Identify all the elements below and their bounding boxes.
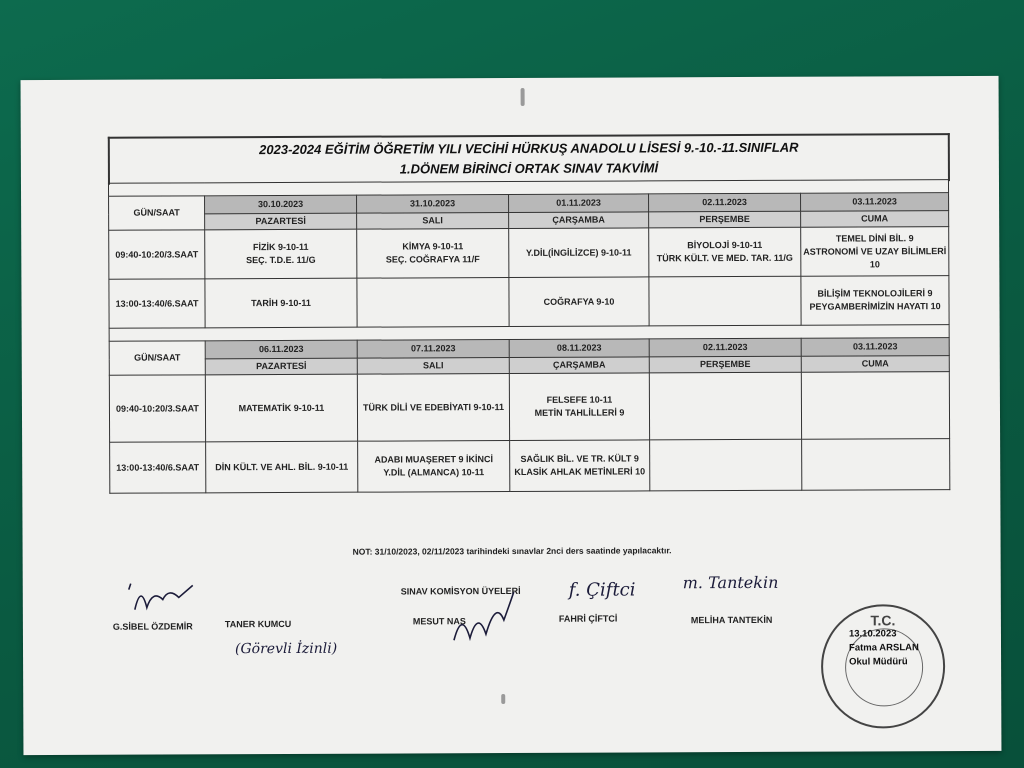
time-cell: 13:00-13:40/6.SAAT <box>109 279 205 328</box>
slot-row <box>109 227 949 280</box>
exam-line: SEÇ. T.D.E. 11/G <box>246 254 316 266</box>
date-cell: 01.11.2023 <box>509 194 649 213</box>
time-cell: 09:40-10:20/3.SAAT <box>109 375 205 442</box>
member-name: MELİHA TANTEKİN <box>690 614 773 626</box>
exam-cell <box>801 372 949 440</box>
exam-line: DİN KÜLT. VE AHL. BİL. 9-10-11 <box>215 461 349 472</box>
exam-line: ASTRONOMİ VE UZAY BİLİMLERİ <box>803 245 947 257</box>
exam-line: ADABI MUAŞERET 9 İKİNCİ <box>374 454 493 465</box>
exam-line: FİZİK 9-10-11 <box>252 241 309 253</box>
signature-ozdemir <box>123 579 203 619</box>
exam-cell <box>205 229 357 279</box>
day-cell: CUMA <box>801 356 949 373</box>
slot-row <box>109 276 949 329</box>
day-cell: ÇARŞAMBA <box>509 357 649 374</box>
signature-tantekin: m. Tantekin <box>682 572 779 593</box>
exam-line: TÜRK DİLİ VE EDEBİYATI 9-10-11 <box>362 401 504 413</box>
exam-line: MATEMATİK 9-10-11 <box>238 402 325 413</box>
day-cell: CUMA <box>801 211 949 228</box>
row-header: GÜN/SAAT <box>109 341 205 375</box>
exam-line: 10 <box>869 258 880 269</box>
date-cell: 02.11.2023 <box>649 338 801 357</box>
exam-cell <box>649 372 801 440</box>
exam-line: METİN TAHLİLLERİ 9 <box>534 407 625 418</box>
exam-cell <box>509 373 649 441</box>
title-line-2: 1.DÖNEM BİRİNCİ ORTAK SINAV TAKVİMİ <box>399 160 659 177</box>
committee-heading: SINAV KOMİSYON ÜYELERİ <box>400 585 521 597</box>
exam-line: Y.DİL(İNGİLİZCE) 9-10-11 <box>526 246 632 258</box>
day-cell: PAZARTESİ <box>205 358 357 375</box>
date-cell: 30.10.2023 <box>205 195 357 214</box>
handwritten-note: (Görevli İzinli) <box>234 640 338 658</box>
day-cell: SALI <box>357 358 509 375</box>
day-cell: SALI <box>357 213 509 230</box>
exam-line: KLASİK AHLAK METİNLERİ 10 <box>514 466 646 477</box>
exam-cell <box>802 439 950 491</box>
exam-line: SEÇ. COĞRAFYA 11/F <box>385 254 480 265</box>
signature-nas <box>448 590 528 650</box>
signature-ciftci: f. Çiftci <box>568 579 636 601</box>
school-stamp <box>821 604 946 729</box>
exam-cell <box>801 227 949 277</box>
exam-cell <box>357 278 509 328</box>
exam-line: FELSEFE 10-11 <box>546 394 613 405</box>
slot-row <box>109 372 949 443</box>
exam-cell <box>509 277 649 327</box>
date-cell: 06.11.2023 <box>205 340 357 359</box>
exam-cell <box>357 374 509 442</box>
exam-cell <box>801 276 949 326</box>
stamp-tc: T.C. <box>870 612 896 629</box>
exam-line: Y.DİL (ALMANCA) 10-11 <box>383 467 485 478</box>
date-cell: 07.11.2023 <box>357 340 509 359</box>
pin <box>501 694 505 704</box>
exam-cell <box>357 229 509 279</box>
pin <box>521 88 525 106</box>
exam-schedule-paper <box>21 76 1002 755</box>
day-cell: PERŞEMBE <box>649 356 801 373</box>
exam-line: COĞRAFYA 9-10 <box>543 296 615 307</box>
time-cell: 13:00-13:40/6.SAAT <box>110 442 206 493</box>
exam-cell <box>206 441 358 493</box>
date-cell: 31.10.2023 <box>357 195 509 214</box>
title-line-1: 2023-2024 EĞİTİM ÖĞRETİM YILI VECİHİ HÜRKUŞ ANADOLU LİSESİ 9.-10.-11.SINIFLAR <box>259 139 799 158</box>
exam-line: TARİH 9-10-11 <box>251 297 311 308</box>
date-cell: 03.11.2023 <box>801 193 949 212</box>
date-cell: 03.11.2023 <box>801 338 949 357</box>
date-cell: 08.11.2023 <box>509 339 649 358</box>
time-cell: 09:40-10:20/3.SAAT <box>109 230 205 279</box>
member-name: MESUT NAS <box>412 616 466 627</box>
exam-line: BİYOLOJİ 9-10-11 <box>687 239 763 251</box>
principal-name: Fatma ARSLAN <box>848 642 919 654</box>
slot-row <box>110 439 950 494</box>
footnote: NOT: 31/10/2023, 02/11/2023 tarihindeki sınavlar 2nci ders saatinde yapılacaktır. <box>352 545 672 557</box>
exam-cell <box>510 440 650 492</box>
exam-cell <box>649 227 801 277</box>
exam-line: TÜRK KÜLT. VE MED. TAR. 11/G <box>656 252 793 264</box>
exam-cell <box>205 374 357 442</box>
exam-line: PEYGAMBERİMİZİN HAYATI 10 <box>809 301 941 312</box>
member-name: TANER KUMCU <box>224 618 292 630</box>
exam-cell <box>509 228 649 278</box>
exam-line: KİMYA 9-10-11 <box>402 241 464 252</box>
schedule-table <box>108 179 950 494</box>
exam-cell <box>650 439 802 491</box>
member-name: FAHRİ ÇİFTCİ <box>558 613 618 624</box>
member-name: G.SİBEL ÖZDEMİR <box>112 621 193 632</box>
exam-line: TEMEL DİNİ BİL. 9 <box>835 232 914 244</box>
approval-date: 13.10.2023 <box>848 628 897 640</box>
exam-cell <box>649 276 801 326</box>
exam-cell <box>205 278 357 328</box>
day-cell: PAZARTESİ <box>205 213 357 230</box>
date-cell: 02.11.2023 <box>649 193 801 212</box>
exam-line: BİLİŞİM TEKNOLOJİLERİ 9 <box>817 288 933 299</box>
day-cell: PERŞEMBE <box>649 211 801 228</box>
day-cell: ÇARŞAMBA <box>509 212 649 229</box>
principal-title: Okul Müdürü <box>849 656 908 668</box>
exam-cell <box>358 441 510 493</box>
exam-line: SAĞLIK BİL. VE TR. KÜLT 9 <box>520 453 639 464</box>
title-box <box>108 133 950 185</box>
row-header: GÜN/SAAT <box>109 196 205 230</box>
